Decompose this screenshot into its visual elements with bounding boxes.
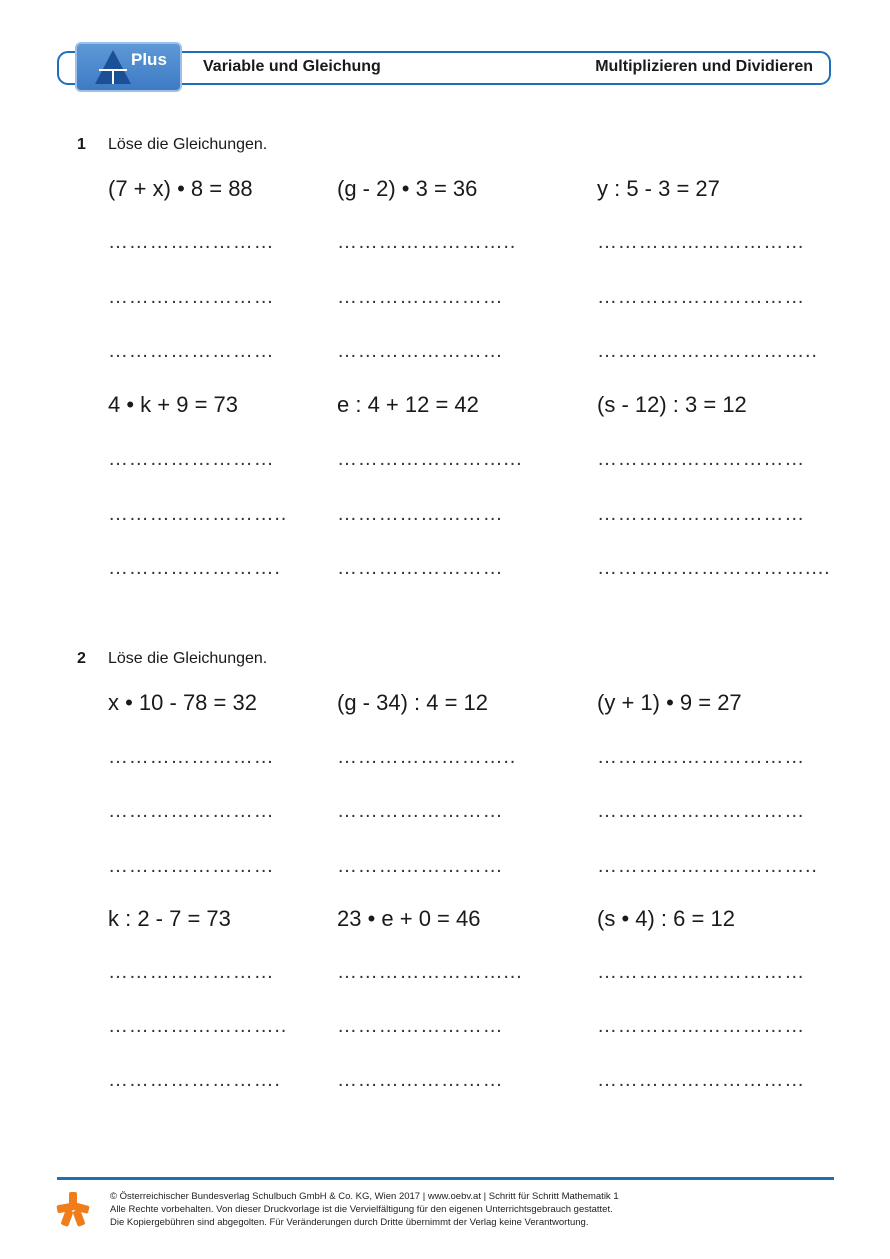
- answer-line[interactable]: ……………………: [337, 503, 504, 525]
- answer-line[interactable]: ……………………: [337, 286, 504, 308]
- logo-text: Plus: [131, 50, 167, 69]
- answer-line[interactable]: ……………………..: [108, 503, 288, 525]
- answer-line[interactable]: …………………….: [108, 1069, 281, 1091]
- equation: (7 + x) • 8 = 88: [108, 176, 253, 201]
- task-number: 2: [77, 650, 86, 667]
- answer-line[interactable]: …………………………: [597, 1069, 805, 1091]
- answer-line[interactable]: ……………………...: [337, 961, 523, 983]
- equation: x • 10 - 78 = 32: [108, 690, 257, 715]
- answer-line[interactable]: ……………………: [108, 286, 275, 308]
- answer-line[interactable]: …………………………: [597, 961, 805, 983]
- footer-divider: [57, 1177, 834, 1180]
- answer-line[interactable]: ……………………: [337, 800, 504, 822]
- copyright-line: © Österreichischer Bundesverlag Schulbuch GmbH & Co. KG, Wien 2017 | www.oebv.at | Schritt für Schritt Mathematik 1: [110, 1191, 619, 1202]
- equation: (y + 1) • 9 = 27: [597, 690, 742, 715]
- answer-line[interactable]: …………………………: [597, 746, 805, 768]
- copyright-notice: [110, 1190, 619, 1229]
- answer-line[interactable]: ……………………: [108, 746, 275, 768]
- answer-line[interactable]: ……………………: [337, 855, 504, 877]
- equation: y : 5 - 3 = 27: [597, 176, 720, 201]
- answer-line[interactable]: …………………………: [597, 231, 805, 253]
- answer-line[interactable]: …………………………..: [597, 340, 818, 362]
- equation: (s • 4) : 6 = 12: [597, 906, 735, 931]
- answer-line[interactable]: ……………………: [337, 340, 504, 362]
- answer-line[interactable]: ……………………: [337, 1015, 504, 1037]
- fees-line: Die Kopiergebühren sind abgegolten. Für Veränderungen durch Dritte übernimmt der Verlag keine Verantwortung.: [110, 1217, 589, 1228]
- answer-line[interactable]: …………………………: [597, 286, 805, 308]
- answer-line[interactable]: …………………………: [597, 1015, 805, 1037]
- answer-line[interactable]: ……………………..: [337, 231, 517, 253]
- answer-line[interactable]: …………………………..: [597, 855, 818, 877]
- answer-line[interactable]: …………………………....: [597, 557, 831, 579]
- answer-line[interactable]: ……………………: [108, 800, 275, 822]
- answer-line[interactable]: ……………………: [108, 340, 275, 362]
- answer-line[interactable]: ……………………: [108, 448, 275, 470]
- chapter-title: Multiplizieren und Dividieren: [595, 58, 813, 75]
- equation: k : 2 - 7 = 73: [108, 906, 231, 931]
- task-instruction: Löse die Gleichungen.: [108, 136, 268, 153]
- answer-line[interactable]: ……………………..: [337, 746, 517, 768]
- answer-line[interactable]: …………………….: [108, 557, 281, 579]
- equation: (s - 12) : 3 = 12: [597, 392, 747, 417]
- answer-line[interactable]: ……………………: [108, 855, 275, 877]
- rights-line: Alle Rechte vorbehalten. Von dieser Druckvorlage ist die Vervielfältigung für den eigenen Unterrichtsgebrauch gestattet.: [110, 1204, 613, 1215]
- equation: (g - 2) • 3 = 36: [337, 176, 478, 201]
- answer-line[interactable]: ……………………: [337, 557, 504, 579]
- answer-line[interactable]: …………………………: [597, 503, 805, 525]
- plus-logo: [75, 42, 182, 92]
- answer-line[interactable]: ……………………: [337, 1069, 504, 1091]
- task-instruction: Löse die Gleichungen.: [108, 650, 268, 667]
- equation: 23 • e + 0 = 46: [337, 906, 481, 931]
- answer-line[interactable]: ……………………: [108, 231, 275, 253]
- answer-line[interactable]: ……………………: [108, 961, 275, 983]
- equation: (g - 34) : 4 = 12: [337, 690, 489, 715]
- equation: 4 • k + 9 = 73: [108, 392, 239, 417]
- triangle-logo-icon: [93, 48, 133, 86]
- answer-line[interactable]: ……………………...: [337, 448, 523, 470]
- answer-line[interactable]: ……………………..: [108, 1015, 288, 1037]
- topic-title: Variable und Gleichung: [203, 58, 381, 75]
- task-number: 1: [77, 136, 86, 153]
- answer-line[interactable]: …………………………: [597, 800, 805, 822]
- publisher-logo-icon: [55, 1190, 91, 1233]
- equation: e : 4 + 12 = 42: [337, 392, 479, 417]
- answer-line[interactable]: …………………………: [597, 448, 805, 470]
